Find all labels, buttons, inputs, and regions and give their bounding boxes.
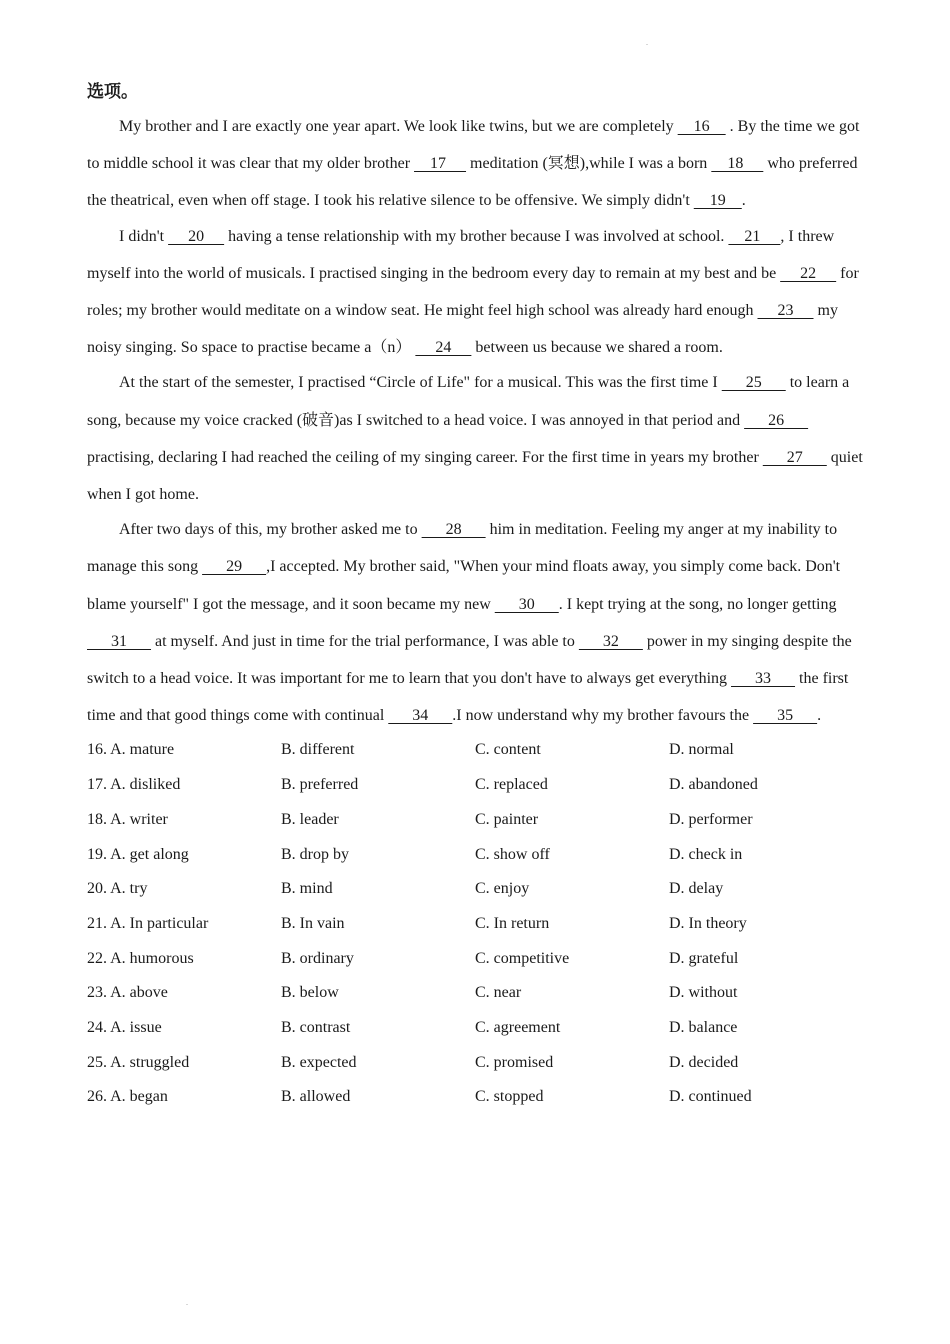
option-choice: 22. A. humorous [87, 949, 194, 967]
passage-text: . By the time we got to middle school it was clear that my older brother [87, 118, 860, 173]
passage-text: for roles; my brother would meditate on a window seat. He might feel high school was already hard enough [87, 264, 859, 320]
option-choice: C. show off [475, 845, 550, 863]
answer-blank: 24 [415, 339, 472, 357]
option-choice: 19. A. get along [87, 845, 189, 863]
option-choice: C. content [475, 741, 541, 759]
passage-paragraph [87, 108, 863, 220]
option-choice: 23. A. above [87, 984, 168, 1002]
passage-text: At the start of the semester, I practised “Circle of Life" for a musical. This was the first time I [119, 374, 722, 392]
answer-blank: 27 [762, 448, 827, 466]
section-heading: 选项。 [87, 82, 138, 101]
passage-text: power in my singing despite the switch to a head voice. It was important for me to learn that you don't have to always get everything [87, 632, 852, 688]
answer-blank: 34 [388, 707, 453, 725]
passage-text: having a tense relationship with my brother because I was involved at school. [224, 227, 729, 245]
option-choice: 17. A. disliked [87, 776, 181, 794]
document-page [87, 76, 863, 1115]
passage-text: ,I accepted. My brother said, "When your mind floats away, you simply come back. Don't blame yourself" I got the message, and it soon became my new [87, 558, 841, 613]
answer-blank: 28 [421, 521, 486, 539]
answer-blank: 16 [677, 118, 726, 135]
option-choice: C. replaced [475, 776, 548, 794]
option-choice: D. continued [669, 1088, 752, 1106]
option-row [87, 976, 863, 1011]
answer-blank: 25 [721, 374, 786, 392]
option-choice: C. enjoy [475, 880, 530, 898]
passage-text: meditation (冥想),while I was a born [466, 155, 712, 173]
option-row [87, 1011, 863, 1046]
passage-text: him in meditation. Feeling my anger at my inability to manage this song [87, 521, 838, 576]
answer-blank: 35 [753, 707, 818, 725]
option-choice: C. In return [475, 914, 550, 932]
option-choice: B. different [281, 741, 355, 759]
option-row [87, 942, 863, 977]
option-choice: D. normal [669, 741, 734, 759]
option-choice: B. In vain [281, 914, 345, 932]
answer-blank: 31 [87, 632, 151, 650]
option-choice: B. below [281, 984, 339, 1002]
passage-text: I didn't [119, 227, 169, 245]
option-choice: D. performer [669, 810, 753, 828]
answer-blank: 32 [578, 632, 643, 650]
option-choice: B. preferred [281, 776, 359, 794]
option-row [87, 733, 863, 768]
answer-blank: 17 [414, 155, 467, 173]
passage-text: . [741, 192, 746, 210]
answer-blank: 30 [494, 595, 559, 613]
option-choice: B. mind [281, 880, 333, 898]
option-choice: B. expected [281, 1053, 357, 1071]
option-choice: B. allowed [281, 1088, 351, 1106]
option-choice: 16. A. mature [87, 741, 175, 759]
option-choice: C. near [475, 984, 522, 1002]
option-row [87, 907, 863, 942]
dot-mark-top: . [646, 38, 648, 47]
answer-blank: 20 [168, 227, 225, 245]
option-choice: 20. A. try [87, 880, 148, 898]
option-choice: B. contrast [281, 1018, 351, 1036]
passage-text: . I kept trying at the song, no longer getting [558, 595, 837, 613]
answer-blank: 33 [731, 670, 796, 688]
passage-text: After two days of this, my brother asked me to [119, 521, 422, 539]
option-choice: D. decided [669, 1053, 739, 1071]
option-choice: C. agreement [475, 1018, 561, 1036]
option-row [87, 803, 863, 838]
passage-text: quiet when I got home. [87, 448, 863, 504]
option-choice: D. without [669, 984, 738, 1002]
answer-blank: 29 [202, 558, 267, 576]
option-choice: D. In theory [669, 914, 747, 932]
option-choice: 18. A. writer [87, 810, 168, 828]
passage-text: my noisy singing. So space to practise became a（n） [87, 302, 838, 357]
option-choice: 21. A. In particular [87, 914, 209, 932]
option-choice: B. ordinary [281, 949, 354, 967]
passage-text: between us because we shared a room. [471, 339, 723, 357]
passage-text: .I now understand why my brother favours the [452, 707, 754, 725]
passage-text: the first time and that good things come with continual [87, 670, 849, 725]
option-choice: D. check in [669, 845, 743, 863]
option-choice: C. competitive [475, 949, 570, 967]
option-row [87, 872, 863, 907]
passage-text: practising, declaring I had reached the ceiling of my singing career. For the first time in years my brother [87, 448, 763, 466]
answer-blank: 23 [757, 302, 814, 320]
option-choice: B. leader [281, 810, 339, 828]
passage-text: My brother and I are exactly one year apart. We look like twins, but we are completely [119, 118, 678, 135]
option-choice: D. grateful [669, 949, 739, 967]
passage-text: , I threw myself into the world of musicals. I practised singing in the bedroom every day to remain at my best and be [87, 227, 835, 282]
option-choice: C. promised [475, 1053, 554, 1071]
option-choice: B. drop by [281, 845, 349, 863]
option-row [87, 768, 863, 803]
passage-text: at myself. And just in time for the trial performance, I was able to [151, 632, 579, 650]
options-table [87, 733, 863, 1115]
option-choice: 24. A. issue [87, 1018, 162, 1036]
option-choice: C. painter [475, 810, 539, 828]
option-choice: C. stopped [475, 1088, 544, 1106]
passage-paragraph [87, 364, 863, 513]
passage-text: . [817, 707, 822, 725]
answer-blank: 26 [744, 411, 809, 429]
answer-blank: 19 [693, 192, 742, 210]
passage-paragraph [87, 218, 863, 367]
dot-mark-bottom: . [186, 1298, 188, 1307]
option-choice: D. abandoned [669, 776, 758, 794]
passage-paragraph [87, 511, 863, 734]
option-row [87, 1080, 863, 1115]
option-choice: D. delay [669, 880, 724, 898]
cloze-passage [87, 108, 863, 734]
option-choice: D. balance [669, 1018, 738, 1036]
answer-blank: 21 [728, 227, 781, 245]
option-choice: 25. A. struggled [87, 1053, 190, 1071]
option-row [87, 838, 863, 873]
passage-text: to learn a song, because my voice cracked (破音)as I switched to a head voice. I was annoyed in that period and [87, 374, 850, 429]
passage-text: who preferred the theatrical, even when off stage. I took his relative silence to be offensive. We simply didn't [87, 155, 858, 210]
answer-blank: 18 [711, 155, 764, 173]
answer-blank: 22 [780, 264, 837, 282]
option-row [87, 1046, 863, 1081]
option-choice: 26. A. began [87, 1088, 168, 1106]
